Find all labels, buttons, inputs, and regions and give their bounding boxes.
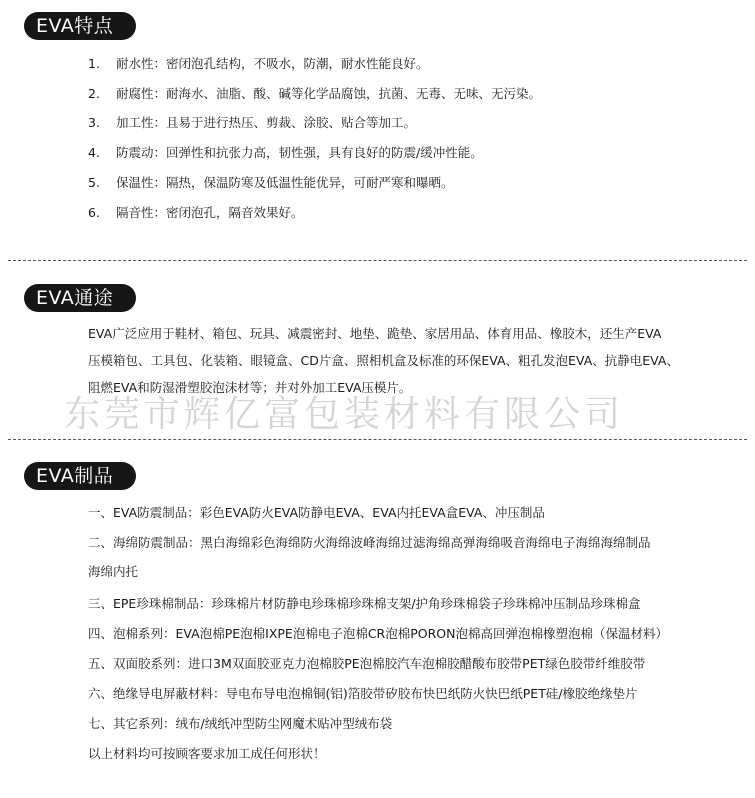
uses-line: 压模箱包、工具包、化装箱、眼镜盒、CD片盒、照相机盒及标准的环保EVA、粗孔发泡EVA、抗静电EVA、 bbox=[88, 353, 679, 368]
list-item: 七、其它系列：绒布/绒纸冲型防尘网魔术贴冲型绒布袋 bbox=[88, 716, 393, 731]
list-item: 三、EPE珍珠棉制品：珍珠棉片材防静电珍珠棉珍珠棉支架/护角珍珠棉袋子珍珠棉冲压制品珍珠棉盒 bbox=[88, 596, 641, 611]
uses-paragraph bbox=[88, 320, 728, 401]
uses-badge: EVA通途 bbox=[24, 284, 136, 312]
list-item: 以上材料均可按顾客要求加工成任何形状！ bbox=[88, 746, 326, 761]
uses-line: EVA广泛应用于鞋材、箱包、玩具、减震密封、地垫、跪垫、家居用品、体育用品、橡胶木，还生产EVA bbox=[88, 326, 662, 341]
list-item: 1. 耐水性：密闭泡孔结构，不吸水，防潮，耐水性能良好。 bbox=[88, 56, 429, 71]
list-item: 六、绝缘导电屏蔽材料：导电布导电泡棉铜(铝)箔胶带矽胶布快巴纸防火快巴纸PET硅/橡胶绝缘垫片 bbox=[88, 686, 638, 701]
list-item: 4. 防震动：回弹性和抗张力高，韧性强，具有良好的防震/缓冲性能。 bbox=[88, 145, 483, 160]
list-item: 二、海绵防震制品：黑白海绵彩色海绵防火海绵波峰海绵过滤海绵高弹海绵吸音海绵电子海绵海绵制品 bbox=[88, 535, 651, 550]
list-item: 5. 保温性：隔热，保温防寒及低温性能优异，可耐严寒和曝晒。 bbox=[88, 175, 454, 190]
list-item: 6. 隔音性：密闭泡孔，隔音效果好。 bbox=[88, 205, 304, 220]
list-item: 四、泡棉系列：EVA泡棉PE泡棉IXPE泡棉电子泡棉CR泡棉PORON泡棉高回弹泡棉橡塑泡棉（保温材料） bbox=[88, 626, 668, 641]
company-watermark: 东莞市辉亿富包装材料有限公司 bbox=[64, 394, 625, 435]
features-badge: EVA特点 bbox=[24, 12, 136, 40]
section-divider bbox=[8, 260, 747, 261]
list-item: 一、EVA防震制品：彩色EVA防火EVA防静电EVA、EVA内托EVA盒EVA、冲压制品 bbox=[88, 505, 545, 520]
section-divider bbox=[8, 439, 747, 440]
list-item: 2. 耐腐性：耐海水、油脂、酸、碱等化学品腐蚀，抗菌、无毒、无味、无污染。 bbox=[88, 86, 542, 101]
list-item: 五、双面胶系列：进口3M双面胶亚克力泡棉胶PE泡棉胶汽车泡棉胶醋酸布胶带PET绿色胶带纤维胶带 bbox=[88, 656, 646, 671]
list-item: 海绵内托 bbox=[88, 564, 139, 579]
list-item: 3. 加工性：且易于进行热压、剪裁、涂胶、贴合等加工。 bbox=[88, 115, 417, 130]
uses-line: 阻燃EVA和防湿滑塑胶泡沫材等；并对外加工EVA压模片。 bbox=[88, 380, 412, 395]
products-badge: EVA制品 bbox=[24, 462, 136, 490]
